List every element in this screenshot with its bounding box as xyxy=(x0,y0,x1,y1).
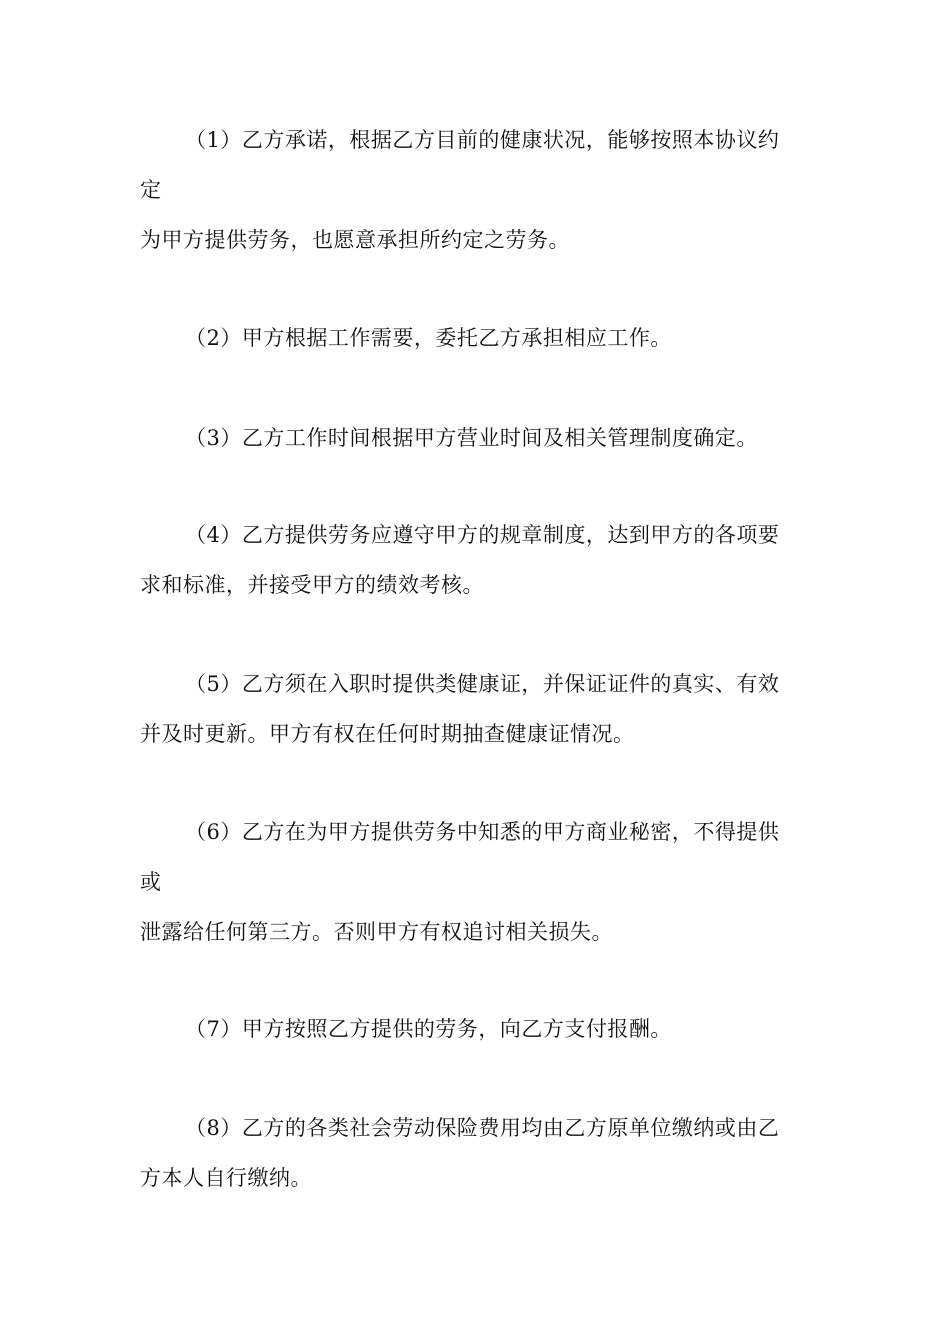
clause-8-line-1: （8）乙方的各类社会劳动保险费用均由乙方原单位缴纳或由乙 xyxy=(185,1116,780,1140)
clause-6-line-3: 泄露给任何第三方。否则甲方有权追讨相关损失。 xyxy=(140,920,613,944)
clause-6-line-1: （6）乙方在为甲方提供劳务中知悉的甲方商业秘密，不得提供 xyxy=(185,820,780,844)
clause-7-line-1: （7）甲方按照乙方提供的劳务，向乙方支付报酬。 xyxy=(185,1017,672,1041)
clause-3-line-1: （3）乙方工作时间根据甲方营业时间及相关管理制度确定。 xyxy=(185,426,758,450)
clause-8-line-2: 方本人自行缴纳。 xyxy=(140,1166,312,1190)
clause-4-line-1: （4）乙方提供劳务应遵守甲方的规章制度，达到甲方的各项要 xyxy=(185,523,780,547)
clause-6-line-2: 或 xyxy=(140,870,162,894)
clause-2-line-1: （2）甲方根据工作需要，委托乙方承担相应工作。 xyxy=(185,326,672,350)
clause-5-line-2: 并及时更新。甲方有权在任何时期抽查健康证情况。 xyxy=(140,722,635,746)
clause-1-line-1: （1）乙方承诺，根据乙方目前的健康状况，能够按照本协议约 xyxy=(185,128,780,152)
clause-4-line-2: 求和标准，并接受甲方的绩效考核。 xyxy=(140,573,484,597)
clause-5-line-1: （5）乙方须在入职时提供类健康证，并保证证件的真实、有效 xyxy=(185,672,780,696)
clause-1-line-3: 为甲方提供劳务，也愿意承担所约定之劳务。 xyxy=(140,228,570,252)
clause-1-line-2: 定 xyxy=(140,178,162,202)
